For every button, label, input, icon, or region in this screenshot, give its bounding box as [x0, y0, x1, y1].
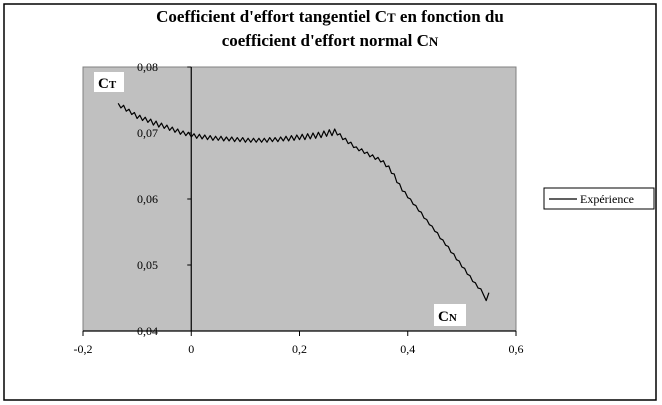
title-line1-text: Coefficient d'effort tangentiel C	[156, 7, 388, 26]
legend-label: Expérience	[580, 192, 634, 206]
x-tick-label: 0	[188, 342, 195, 356]
x-tick-label: 0,4	[400, 342, 416, 356]
title-line2-subscript: N	[428, 34, 439, 49]
x-tick-label: 0,2	[292, 342, 307, 356]
title-line1-end: en fonction du	[395, 7, 504, 26]
title-line1-subscript: T	[387, 10, 396, 25]
y-axis-tag-main: C	[98, 76, 109, 92]
y-axis-tag-text	[98, 76, 117, 92]
y-axis-tag-sub: T	[108, 79, 117, 91]
x-axis-tag-sub: N	[448, 312, 457, 324]
title-line2-text: coefficient d'effort normal C	[221, 31, 429, 50]
x-axis-tag-text	[438, 309, 457, 325]
y-tick-label: 0,08	[137, 60, 158, 74]
y-axis-tag	[94, 72, 124, 92]
x-axis-tag	[434, 304, 466, 326]
x-axis-tag-main: C	[438, 309, 449, 325]
y-tick-label: 0,05	[137, 258, 158, 272]
y-tick-label: 0,07	[137, 126, 158, 140]
legend	[544, 188, 654, 209]
y-tick-label: 0,06	[137, 192, 158, 206]
x-tick-label: 0,6	[508, 342, 524, 356]
y-tick-label: 0,04	[137, 324, 158, 338]
chart-title-line2	[222, 31, 439, 50]
x-tick-label: -0,2	[73, 342, 93, 356]
chart-title-line1	[156, 7, 504, 26]
